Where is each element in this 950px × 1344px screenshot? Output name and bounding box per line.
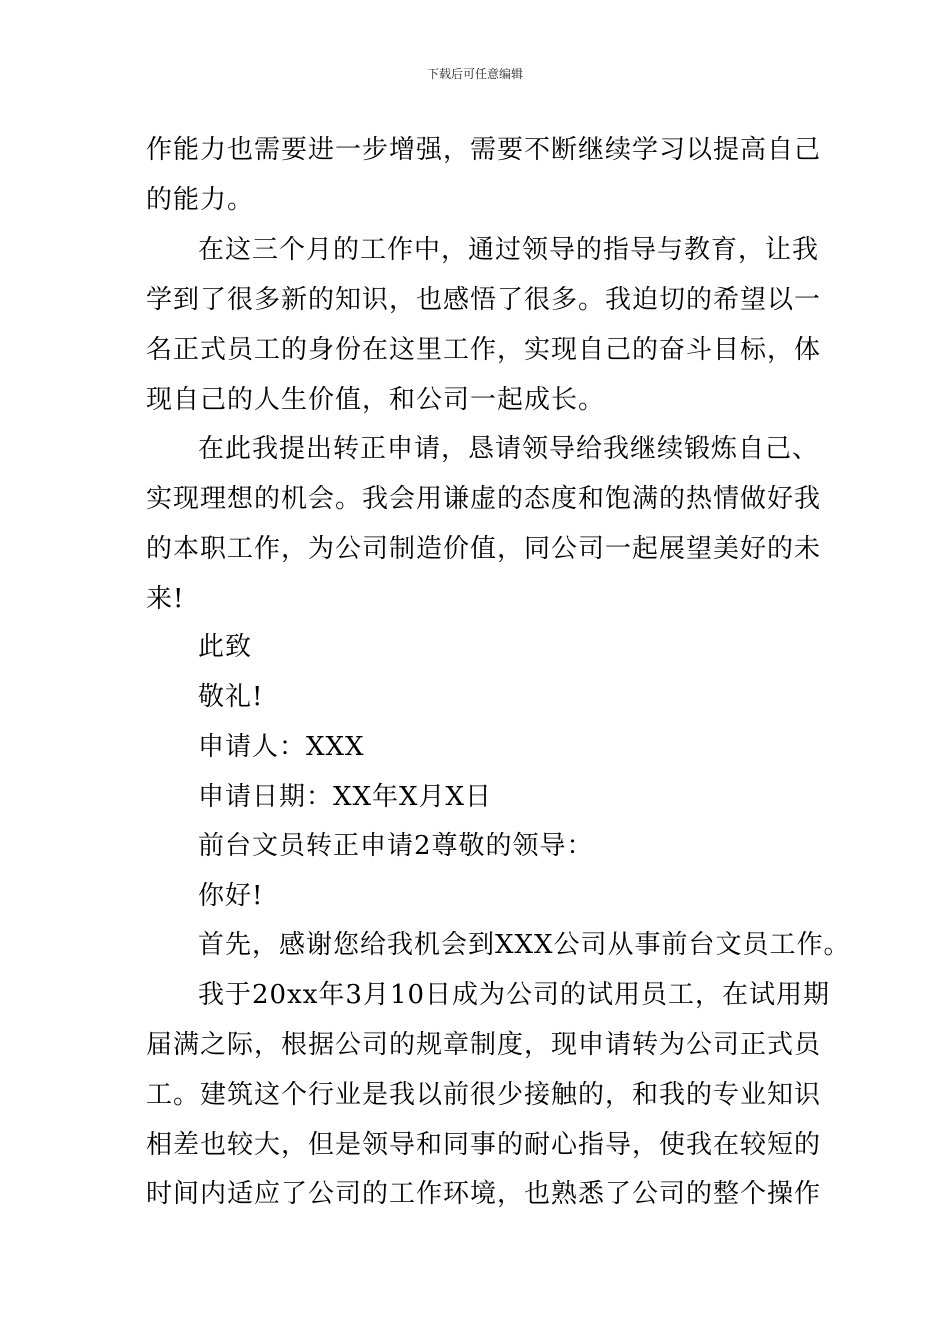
- body-line: 实现理想的机会。我会用谦虚的态度和饱满的热情做好我: [146, 484, 822, 514]
- application-date-line: 申请日期：XX年X月X日: [198, 782, 493, 812]
- applicant-line: 申请人：XXX: [198, 732, 365, 762]
- greeting-line: 你好!: [198, 881, 264, 911]
- body-line: 的本职工作，为公司制造价值，同公司一起展望美好的未: [146, 534, 822, 564]
- body-line: 在此我提出转正申请，恳请领导给我继续锻炼自己、: [198, 434, 820, 464]
- body-line: 工。建筑这个行业是我以前很少接触的，和我的专业知识: [146, 1080, 822, 1110]
- body-line: 我于20xx年3月10日成为公司的试用员工，在试用期: [198, 980, 831, 1010]
- closing-regards: 敬礼!: [198, 682, 264, 712]
- body-line: 来!: [146, 584, 185, 614]
- body-line: 现自己的人生价值，和公司一起成长。: [146, 385, 606, 415]
- body-line: 作能力也需要进一步增强，需要不断继续学习以提高自己: [146, 135, 822, 165]
- second-letter-title: 前台文员转正申请2尊敬的领导：: [198, 831, 594, 861]
- body-line: 相差也较大，但是领导和同事的耐心指导，使我在较短的: [146, 1130, 822, 1160]
- body-line: 名正式员工的身份在这里工作，实现自己的奋斗目标，体: [146, 335, 822, 365]
- body-line: 时间内适应了公司的工作环境，也熟悉了公司的整个操作: [146, 1179, 822, 1209]
- body-line: 在这三个月的工作中，通过领导的指导与教育，让我: [198, 235, 820, 265]
- body-line: 学到了很多新的知识，也感悟了很多。我迫切的希望以一: [146, 285, 822, 315]
- body-line: 的能力。: [146, 185, 255, 215]
- body-line: 首先，感谢您给我机会到XXX公司从事前台文员工作。: [198, 930, 851, 960]
- page-header-note: 下载后可任意编辑: [426, 67, 523, 81]
- body-line: 届满之际，根据公司的规章制度，现申请转为公司正式员: [146, 1030, 822, 1060]
- closing-salutation: 此致: [198, 632, 253, 662]
